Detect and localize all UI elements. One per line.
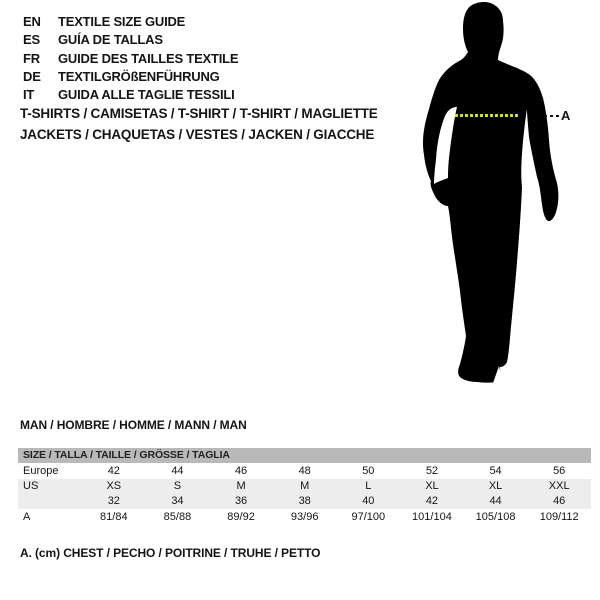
table-cell: XL — [425, 480, 439, 492]
table-cell: XXL — [548, 480, 570, 492]
measurement-label: A — [561, 108, 571, 123]
table-cell: 85/88 — [163, 511, 192, 523]
size-table — [18, 448, 591, 526]
language-title: TEXTILE SIZE GUIDE — [58, 14, 186, 29]
size-table-header: SIZE / TALLA / TAILLE / GRÖSSE / TAGLIA — [18, 448, 591, 463]
language-title: GUIDA ALLE TAGLIE TESSILI — [58, 87, 235, 103]
table-cell: 48 — [298, 465, 311, 477]
table-cell: M — [300, 480, 310, 492]
table-cell: 105/108 — [475, 511, 516, 523]
table-cell: S — [173, 480, 182, 492]
table-cell: 50 — [362, 465, 375, 477]
category-line-tshirts: T-SHIRTS / CAMISETAS / T-SHIRT / T-SHIRT / MAGLIETTE — [20, 106, 378, 121]
table-cell: XS — [106, 480, 122, 492]
table-row-label: US — [23, 480, 39, 492]
table-cell: 32 — [107, 495, 120, 507]
table-row — [18, 509, 591, 526]
table-cell: 42 — [425, 495, 439, 507]
language-code: IT — [23, 87, 35, 103]
table-cell: 42 — [107, 465, 120, 477]
table-row — [18, 479, 591, 494]
table-cell: 34 — [171, 495, 184, 507]
table-cell: 81/84 — [100, 511, 128, 523]
table-cell: 36 — [234, 495, 248, 507]
table-cell: 44 — [489, 495, 502, 507]
table-cell: 54 — [489, 465, 502, 477]
language-code: FR — [23, 50, 40, 66]
table-cell: 44 — [171, 465, 184, 477]
table-cell: M — [236, 480, 246, 492]
man-silhouette-icon — [415, 0, 565, 395]
table-row — [18, 494, 591, 509]
language-code: ES — [23, 32, 40, 48]
language-code: EN — [23, 14, 41, 29]
table-row-label: Europe — [23, 465, 59, 477]
table-cell: 97/100 — [351, 511, 386, 523]
table-cell: 38 — [298, 495, 311, 507]
language-title: GUIDE DES TAILLES TEXTILE — [58, 50, 239, 66]
table-cell: 109/112 — [539, 511, 579, 523]
size-table-body — [18, 463, 591, 526]
language-title: TEXTILGRÖßENFÜHRUNG — [58, 68, 220, 84]
category-line-jackets: JACKETS / CHAQUETAS / VESTES / JACKEN / GIACCHE — [20, 127, 375, 142]
table-cell: 46 — [234, 465, 248, 477]
language-code: DE — [23, 68, 41, 84]
table-cell: L — [365, 480, 372, 492]
footnote: A. (cm) CHEST / PECHO / POITRINE / TRUHE / PETTO — [20, 546, 321, 560]
table-row-label — [18, 494, 82, 509]
table-cell: 89/92 — [227, 511, 255, 523]
table-row-label: A — [23, 511, 31, 523]
table-cell: XL — [488, 480, 503, 492]
table-cell: 46 — [553, 495, 566, 507]
chest-measurement-line-icon — [455, 114, 518, 117]
section-title: MAN / HOMBRE / HOMME / MANN / MAN — [20, 418, 247, 432]
table-cell: 93/96 — [290, 511, 319, 523]
language-title: GUÍA DE TALLAS — [58, 32, 163, 48]
table-cell: 52 — [425, 465, 439, 477]
measurement-leader-line-icon — [544, 115, 561, 117]
table-cell: 40 — [362, 495, 375, 507]
table-cell: 101/104 — [412, 511, 452, 523]
table-row — [18, 463, 591, 479]
table-cell: 56 — [553, 465, 566, 477]
